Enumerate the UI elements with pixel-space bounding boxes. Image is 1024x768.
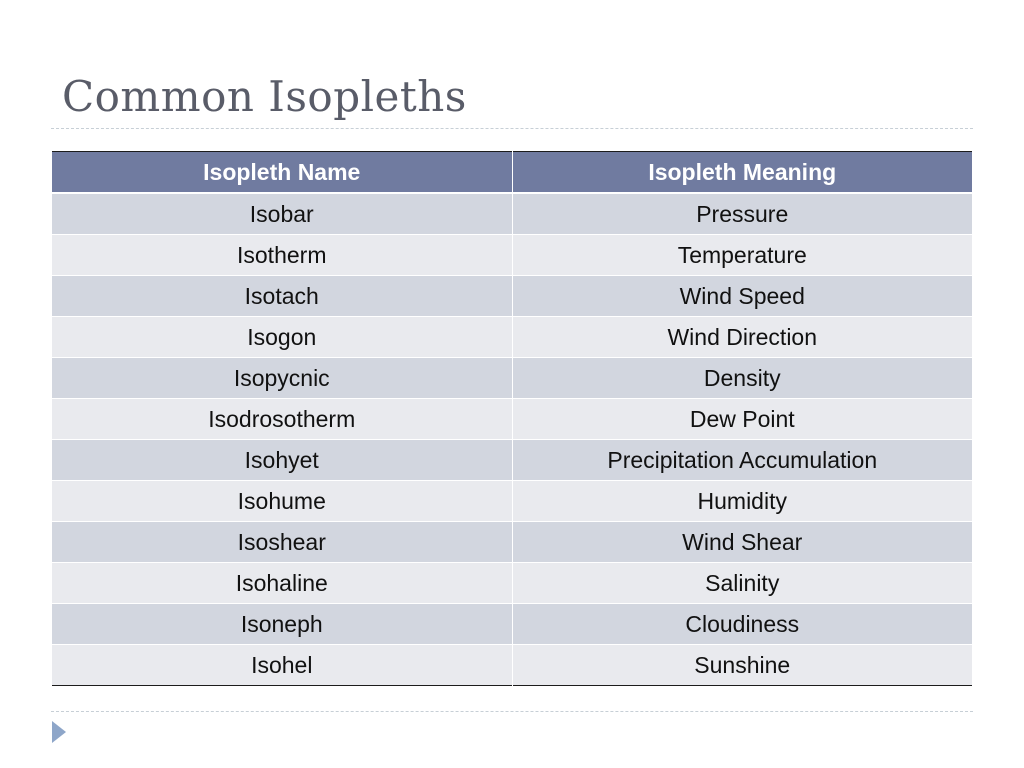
footer-divider (51, 711, 973, 712)
table-row (52, 399, 973, 440)
table-row (52, 235, 973, 276)
table-row (52, 358, 973, 399)
isopleth-meaning-cell: Wind Speed (512, 276, 973, 317)
isopleth-name-cell: Isopycnic (52, 358, 513, 399)
isopleth-table-container (51, 151, 973, 686)
table-row (52, 440, 973, 481)
table-row (52, 522, 973, 563)
isopleth-meaning-cell: Wind Shear (512, 522, 973, 563)
isopleth-name-cell: Isoshear (52, 522, 513, 563)
isopleth-meaning-cell: Pressure (512, 193, 973, 235)
isopleth-meaning-cell: Cloudiness (512, 604, 973, 645)
isopleth-name-cell: Isogon (52, 317, 513, 358)
title-divider (51, 128, 973, 129)
table-header-row (52, 152, 973, 194)
isopleth-name-cell: Isobar (52, 193, 513, 235)
isopleth-name-cell: Isoneph (52, 604, 513, 645)
table-row (52, 604, 973, 645)
isopleth-meaning-cell: Sunshine (512, 645, 973, 686)
isopleth-meaning-cell: Density (512, 358, 973, 399)
isopleth-name-cell: Isotherm (52, 235, 513, 276)
isopleth-meaning-cell: Precipitation Accumulation (512, 440, 973, 481)
isopleth-meaning-cell: Temperature (512, 235, 973, 276)
isopleth-name-cell: Isohaline (52, 563, 513, 604)
isopleth-name-cell: Isodrosotherm (52, 399, 513, 440)
triangle-right-icon (52, 721, 66, 743)
isopleth-meaning-cell: Humidity (512, 481, 973, 522)
isopleth-name-cell: Isotach (52, 276, 513, 317)
table-row (52, 563, 973, 604)
column-header-name: Isopleth Name (52, 152, 513, 194)
table-row (52, 276, 973, 317)
isopleth-table (51, 151, 973, 686)
isopleth-meaning-cell: Salinity (512, 563, 973, 604)
isopleth-name-cell: Isohel (52, 645, 513, 686)
table-row (52, 193, 973, 235)
isopleth-meaning-cell: Dew Point (512, 399, 973, 440)
table-row (52, 317, 973, 358)
table-row (52, 481, 973, 522)
column-header-meaning: Isopleth Meaning (512, 152, 973, 194)
table-row (52, 645, 973, 686)
isopleth-name-cell: Isohyet (52, 440, 513, 481)
isopleth-name-cell: Isohume (52, 481, 513, 522)
isopleth-meaning-cell: Wind Direction (512, 317, 973, 358)
slide-title: Common Isopleths (62, 72, 467, 121)
